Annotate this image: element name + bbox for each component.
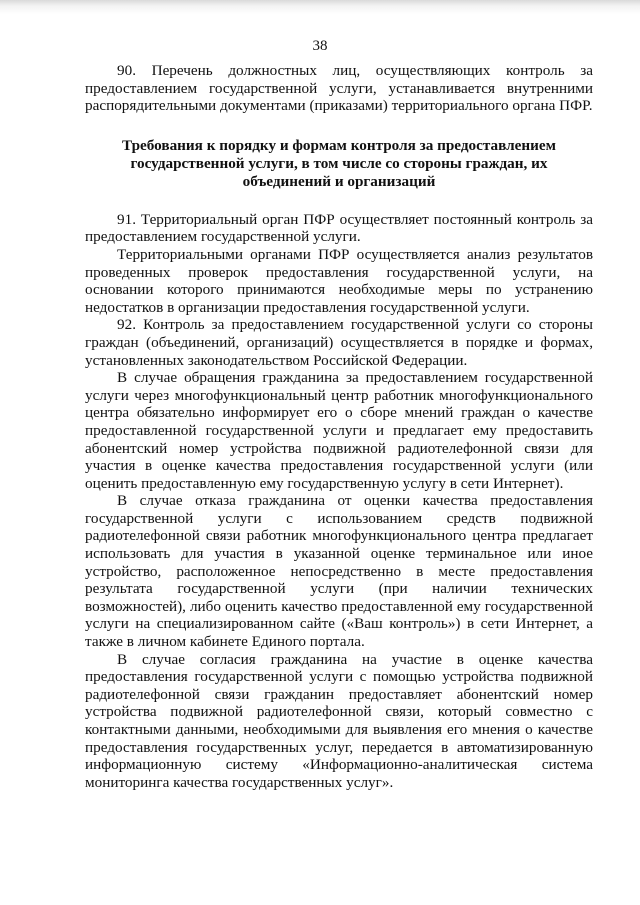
paragraph-refusal: В случае отказа гражданина от оценки качества предоставления государственной услуги с использованием средств подвижной радиотелефонной связи работник многофункционального центра предлагает использовать для участия в указанной оценке терминальное или иное устройство, расположенное непосредственно в месте предоставления результата государственной услуги (при наличии технических возможностей), либо оценить качество предоставленной ему государственной услуги на специализированном сайте («Ваш контроль») в сети Интернет, а также в личном кабинете Единого портала. xyxy=(85,492,593,651)
section-heading: Требования к порядку и формам контроля за предоставлением государственной услуги, в том числе со стороны граждан, их объединений и организаций xyxy=(122,136,556,190)
paragraph-90: 90. Перечень должностных лиц, осуществляющих контроль за предоставлением государственной услуги, устанавливается внутренними распорядительными документами (приказами) территориального органа ПФР. xyxy=(85,62,593,115)
paragraph-mfc-request: В случае обращения гражданина за предоставлением государственной услуги через многофункциональный центр работник многофункционального центра обязательно информирует его о сборе мнений граждан о качестве предоставленной государственной услуги и предлагает ему предоставить абонентский номер устройства подвижной радиотелефонной связи для участия в оценке качества предоставления государственной услуги (или оценить предоставленную ему государственную услугу в сети Интернет). xyxy=(85,369,593,492)
paragraph-consent: В случае согласия гражданина на участие в оценке качества предоставления государственной услуги с помощью устройства подвижной радиотелефонной связи гражданин предоставляет абонентский номер устройства подвижной радиотелефонной связи, который совместно с контактными данными, необходимыми для выявления его мнения о качестве предоставления государственных услуг, передается в автоматизированную информационную систему «Информационно-аналитическая система мониторинга качества государственных услуг». xyxy=(85,650,593,791)
scan-edge xyxy=(0,0,640,14)
document-body xyxy=(85,62,593,791)
paragraph-91: 91. Территориальный орган ПФР осуществляет постоянный контроль за предоставлением государственной услуги. xyxy=(85,210,593,246)
paragraph-analysis: Территориальными органами ПФР осуществляется анализ результатов проведенных проверок предоставления государственной услуги, на основании которого принимаются необходимые меры по устранению недостатков в организации предоставления государственной услуги. xyxy=(85,245,593,316)
page-number: 38 xyxy=(312,38,328,54)
paragraph-92: 92. Контроль за предоставлением государственной услуги со стороны граждан (объединений, организаций) осуществляется в порядке и формах, установленных законодательством Российской Федерации. xyxy=(85,316,593,369)
